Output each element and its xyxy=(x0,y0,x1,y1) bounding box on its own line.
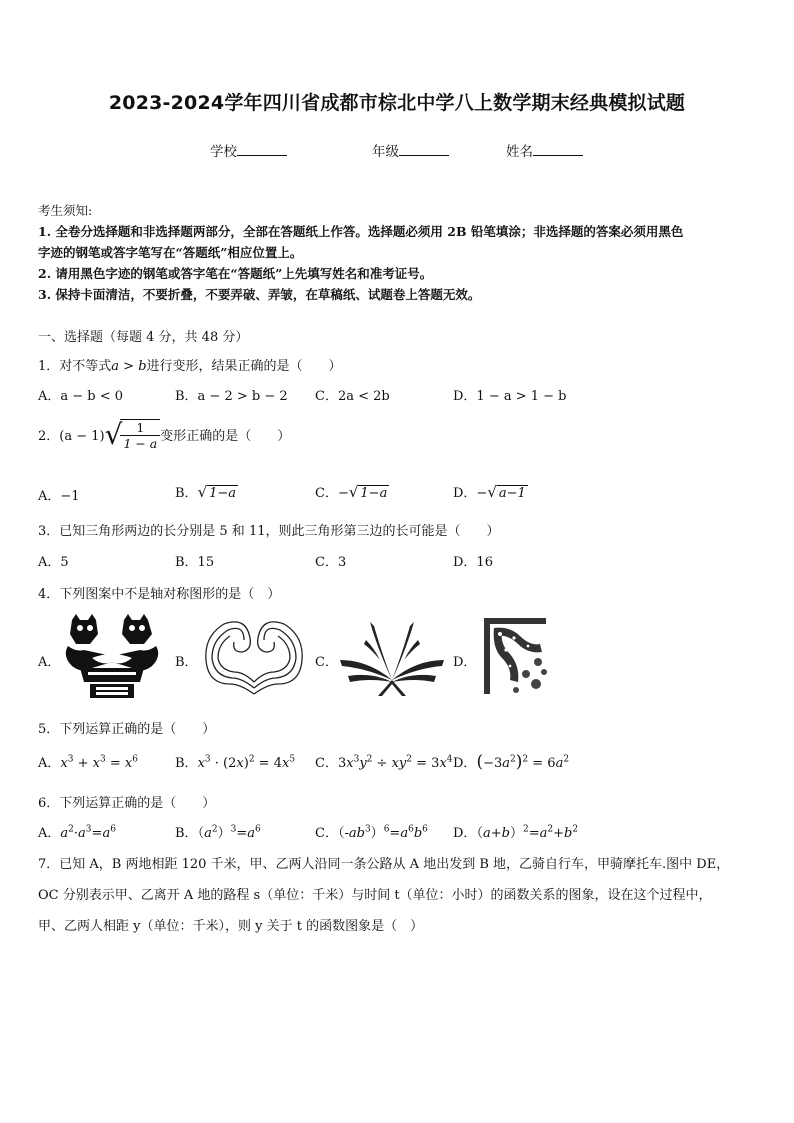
notice-heading: 考生须知: xyxy=(38,203,93,218)
q5-a-label: A． xyxy=(38,756,61,771)
q5-option-b: B．$x^3 \cdot (2x)^2 = 4x^5$ xyxy=(175,754,296,771)
grade-label: 年级 xyxy=(372,144,399,160)
q2-frac-num: 1 xyxy=(120,420,160,436)
school-label: 学校 xyxy=(210,144,237,160)
q4-stem: 4．下列图案中不是轴对称图形的是（ ） xyxy=(38,587,281,602)
q6-option-d: D．$(a+b)^2=a^2+b^2$ xyxy=(453,824,579,841)
q6-d-label: D． xyxy=(453,826,477,841)
papercut-cats-figure xyxy=(62,612,162,700)
q6-stem: 6．下列运算正确的是（ ） xyxy=(38,796,216,811)
name-field xyxy=(506,140,583,160)
q5-c-label: C． xyxy=(315,756,338,771)
q2-c-radicand: 1−a xyxy=(360,486,388,501)
q2-stem-pre: 2．(a − 1) xyxy=(38,429,105,444)
q2-stem xyxy=(38,418,290,464)
q1-option-a: A．a − b < 0 xyxy=(38,389,124,404)
q2-option-b xyxy=(175,482,238,501)
section-heading: 一、选择题（每题 4 分，共 48 分） xyxy=(38,330,249,345)
q2-option-d xyxy=(453,482,528,501)
q6-option-a: A．$a^2\cdot a^3=a^6$ xyxy=(38,824,116,841)
q5-option-d: D．$(-3a^2)^2 = 6a^2$ xyxy=(453,752,570,772)
swallow-pattern-figure xyxy=(338,620,446,698)
corner-ornament-figure xyxy=(480,614,550,698)
q4-option-a: A． xyxy=(38,655,61,670)
q7-line-1: 7．已知 A，B 两地相距 120 千米，甲、乙两人沿同一条公路从 A 地出发到 B 地，乙骑自行车，甲骑摩托车.图中 DE， xyxy=(38,857,730,872)
q4-option-b: B． xyxy=(175,655,198,670)
notice-item-2: 2. 请用黑色字迹的钢笔或答字笔在“答题纸”上先填写姓名和准考证号。 xyxy=(38,266,433,281)
q1-stem xyxy=(38,355,342,374)
q7-line-2: OC 分别表示甲、乙离开 A 地的路程 s（单位：千米）与时间 t（单位：小时）的函数关系的图象，设在这个过程中， xyxy=(38,888,712,903)
notice-item-3: 3. 保持卡面清洁，不要折叠，不要弄破、弄皱，在草稿纸、试题卷上答题无效。 xyxy=(38,287,481,302)
q2-b-label: B． xyxy=(175,486,198,501)
name-label: 姓名 xyxy=(506,144,533,160)
q1-option-c: C．2a < 2b xyxy=(315,389,390,404)
grade-blank xyxy=(399,142,449,156)
q2-stem-post: 变形正确的是（ ） xyxy=(160,429,291,444)
radical-icon: √ xyxy=(197,483,208,501)
q6-option-b: B．$(a^2)^3=a^6$ xyxy=(175,824,261,841)
q2-fraction xyxy=(120,419,160,451)
page-title: 2023-2024学年四川省成都市棕北中学八上数学期末经典模拟试题 xyxy=(108,92,686,114)
q7-line-3: 甲、乙两人相距 y（单位：千米），则 y 关于 t 的函数图象是（ ） xyxy=(38,919,424,934)
school-field xyxy=(210,140,287,160)
q3-option-b: B．15 xyxy=(175,555,215,570)
q5-b-label: B． xyxy=(175,756,198,771)
q1-option-d: D．1 − a > 1 − b xyxy=(453,389,567,404)
q2-d-radicand: a−1 xyxy=(498,486,526,501)
q1-stem-math: a > b xyxy=(111,359,147,374)
q4-option-d: D． xyxy=(453,655,477,670)
radical-icon: √ xyxy=(487,483,497,501)
q3-option-a: A．5 xyxy=(38,555,69,570)
q3-stem: 3．已知三角形两边的长分别是 5 和 11，则此三角形第三边的长可能是（ ） xyxy=(38,524,500,539)
q1-stem-post: 进行变形，结果正确的是（ ） xyxy=(146,359,342,374)
school-blank xyxy=(237,142,287,156)
q4-option-c: C． xyxy=(315,655,338,670)
q6-option-c: C．$(-ab^3)^6=a^6b^6$ xyxy=(315,824,428,841)
q2-option-c xyxy=(315,482,389,501)
q6-b-label: B． xyxy=(175,826,198,841)
q2-option-a: A．−1 xyxy=(38,489,80,504)
q5-stem: 5．下列运算正确的是（ ） xyxy=(38,722,216,737)
radical-icon: √ xyxy=(348,483,359,501)
grade-field xyxy=(372,140,449,160)
q5-option-c: C．$3x^3y^2 \div xy^2 = 3x^4$ xyxy=(315,754,453,771)
notice-item-1a: 1. 全卷分选择题和非选择题两部分，全部在答题纸上作答。选择题必须用 2B 铅笔填涂；非选择题的答案必须用黑色 xyxy=(38,224,684,239)
q2-b-radicand: 1−a xyxy=(209,486,237,501)
q2-d-label: D．− xyxy=(453,486,488,501)
q1-stem-pre: 1．对不等式 xyxy=(38,359,112,374)
q3-option-d: D．16 xyxy=(453,555,493,570)
cloud-pattern-figure xyxy=(200,614,308,698)
name-blank xyxy=(533,142,583,156)
q2-frac-den: 1 − a xyxy=(123,435,158,451)
q2-c-label: C．− xyxy=(315,486,349,501)
q5-option-a: A．$x^3 + x^3 = x^6$ xyxy=(38,754,138,771)
notice-item-1b: 字迹的钢笔或答字笔写在“答题纸”相应位置上。 xyxy=(38,245,303,260)
q6-a-label: A． xyxy=(38,826,61,841)
q1-option-b: B．a − 2 > b − 2 xyxy=(175,389,288,404)
q3-option-c: C．3 xyxy=(315,555,347,570)
radical-icon: √ xyxy=(104,418,123,451)
q5-d-label: D． xyxy=(453,756,477,771)
q6-c-label: C． xyxy=(315,826,338,841)
